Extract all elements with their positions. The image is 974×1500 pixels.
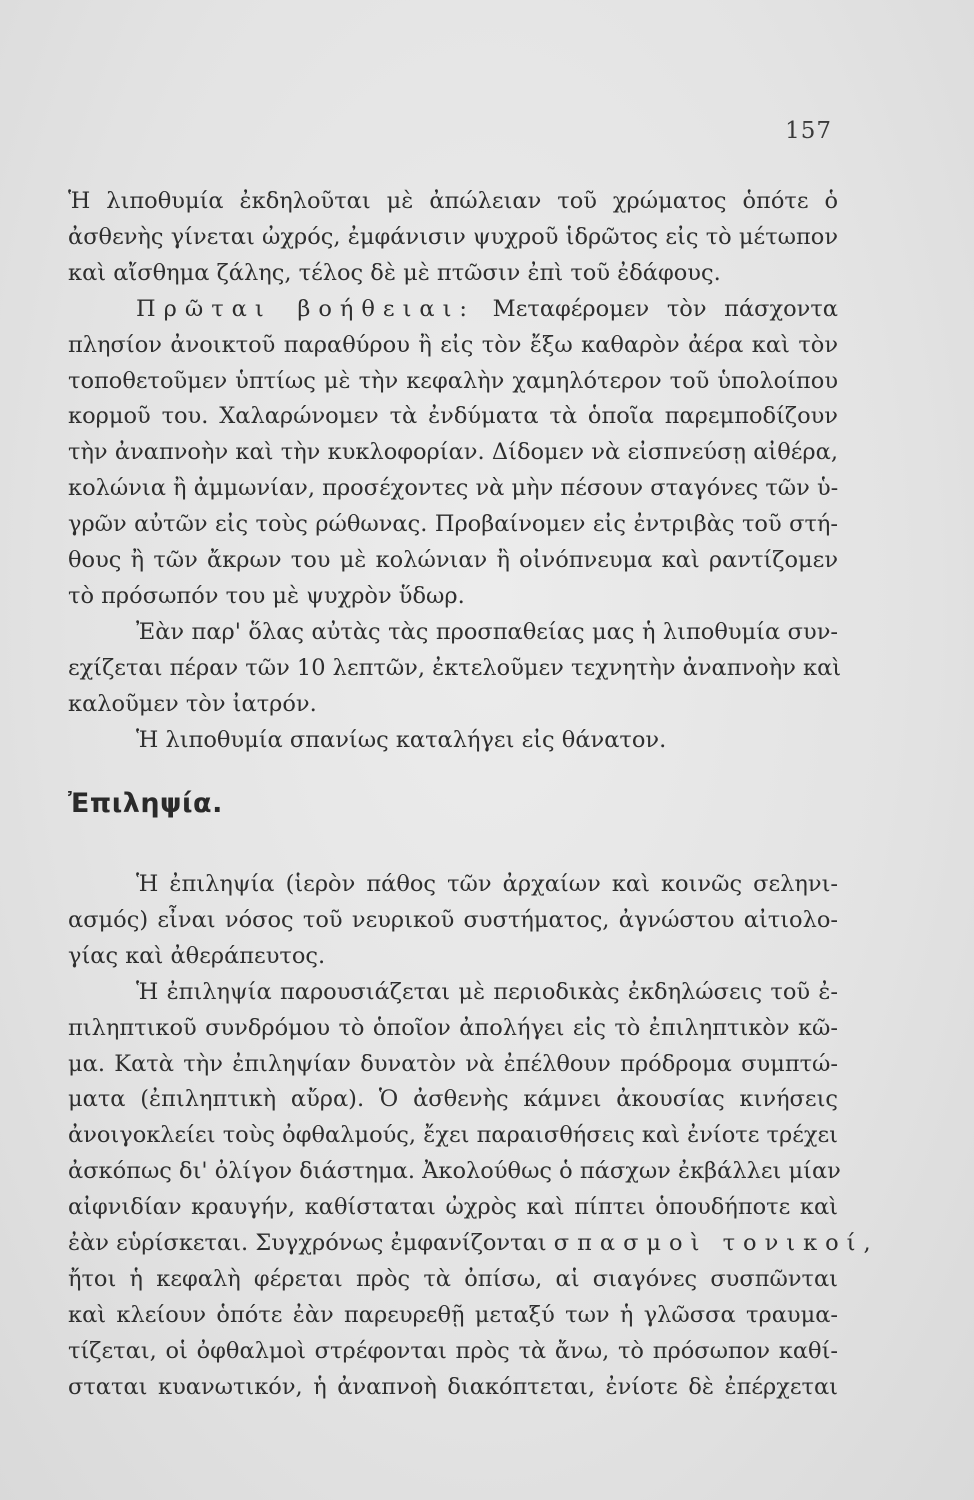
text-line: κορμοῦ του. Χαλαρώνομεν τὰ ἐνδύματα τὰ ὁποῖα παρεμποδίζουν bbox=[68, 403, 838, 430]
text-line: ἀνοιγοκλείει τοὺς ὀφθαλμούς, ἔχει παραισθήσεις καὶ ἐνίοτε τρέχει bbox=[68, 1122, 838, 1149]
text-line: εχίζεται πέραν τῶν 10 λεπτῶν, ἐκτελοῦμεν τεχνητὴν ἀναπνοὴν καὶ bbox=[68, 654, 842, 681]
text-line: τίζεται, οἱ ὀφθαλμοὶ στρέφονται πρὸς τὰ ἄνω, τὸ πρόσωπον καθί- bbox=[68, 1337, 838, 1364]
text-line-start: ἐὰν εὑρίσκεται. Συγχρόνως ἐμφανίζονται bbox=[68, 1230, 547, 1257]
text-line: Ἐὰν παρ' ὅλας αὐτὰς τὰς προσπαθείας μας ἡ λιποθυμία συν- bbox=[136, 618, 838, 645]
text-line: ματα (ἐπιληπτικὴ αὔρα). Ὁ ἀσθενὴς κάμνει ἀκουσίας κινήσεις bbox=[68, 1086, 838, 1113]
text-line: πλησίον ἀνοικτοῦ παραθύρου ἢ εἰς τὸν ἔξω καθαρὸν ἀέρα καὶ τὸν bbox=[68, 331, 838, 358]
section-heading-epilepsy: Ἐπιληψία. bbox=[68, 788, 223, 819]
text-line: ἤτοι ἡ κεφαλὴ φέρεται πρὸς τὰ ὀπίσω, αἱ σιαγόνες συσπῶνται bbox=[68, 1265, 838, 1292]
text-line: τὸ πρόσωπόν του μὲ ψυχρὸν ὕδωρ. bbox=[68, 582, 465, 609]
section-epilepsy-text bbox=[68, 867, 879, 1406]
text-line: ἀσκόπως δι' ὀλίγον διάστημα. Ἀκολούθως ὁ πάσχων ἐκβάλλει μίαν bbox=[68, 1158, 841, 1185]
text-line: καλοῦμεν τὸν ἰατρόν. bbox=[68, 690, 317, 717]
text-line: Ἡ λιποθυμία ἐκδηλοῦται μὲ ἀπώλειαν τοῦ χρώματος ὁπότε ὁ bbox=[68, 188, 838, 214]
text-line: Ἡ ἐπιληψία (ἱερὸν πάθος τῶν ἀρχαίων καὶ κοινῶς σεληνι- bbox=[136, 871, 838, 897]
text-line: τὴν ἀναπνοὴν καὶ τὴν κυκλοφορίαν. Δίδομεν νὰ εἰσπνεύσῃ αἰθέρα, bbox=[68, 439, 838, 466]
text-line: καὶ αἴσθημα ζάλης, τέλος δὲ μὲ πτῶσιν ἐπὶ τοῦ ἐδάφους. bbox=[68, 259, 721, 286]
text-line: καὶ κλείουν ὁπότε ἐὰν παρευρεθῇ μεταξύ των ἡ γλῶσσα τραυμα- bbox=[68, 1301, 838, 1328]
text-line: μα. Κατὰ τὴν ἐπιληψίαν δυνατὸν νὰ ἐπέλθουν πρόδρομα συμπτώ- bbox=[68, 1050, 838, 1077]
text-line: θους ἢ τῶν ἄκρων του μὲ κολώνιαν ἢ οἰνόπνευμα καὶ ραντίζομεν bbox=[68, 547, 838, 574]
text-line: Ἡ λιποθυμία σπανίως καταλήγει εἰς θάνατον. bbox=[136, 726, 667, 753]
text-line: αἰφνιδίαν κραυγήν, καθίσταται ὠχρὸς καὶ πίπτει ὁπουδήποτε καὶ bbox=[68, 1194, 838, 1221]
page-number: 157 bbox=[785, 118, 832, 144]
text-line: κολώνια ἢ ἀμμωνίαν, προσέχοντες νὰ μὴν πέσουν σταγόνες τῶν ὑ- bbox=[68, 475, 839, 502]
text-line: ἀσθενὴς γίνεται ὠχρός, ἐμφάνισιν ψυχροῦ ἱδρῶτος εἰς τὸ μέτωπον bbox=[68, 223, 838, 250]
text-line: ασμός) εἶναι νόσος τοῦ νευρικοῦ συστήματος, ἀγνώστου αἰτιολο- bbox=[68, 906, 838, 933]
text-line: γρῶν αὐτῶν εἰς τοὺς ρώθωνας. Προβαίνομεν εἰς ἐντριβὰς τοῦ στή- bbox=[68, 511, 838, 538]
first-aid-lead: Πρῶται βοήθειαι: bbox=[136, 295, 475, 322]
text-line bbox=[68, 292, 838, 328]
text-line: πιληπτικοῦ συνδρόμου τὸ ὁποῖον ἀπολήγει εἰς τὸ ἐπιληπτικὸν κῶ- bbox=[68, 1014, 838, 1041]
tonic-spasms-phrase: σπασμοὶ τονικοί, bbox=[553, 1230, 879, 1257]
text-line: γίας καὶ ἀθεράπευτος. bbox=[68, 942, 326, 969]
section-fainting-text bbox=[68, 184, 842, 759]
text-line: τοποθετοῦμεν ὑπτίως μὲ τὴν κεφαλὴν χαμηλότερον τοῦ ὑπολοίπου bbox=[68, 367, 838, 394]
text-line: Ἡ ἐπιληψία παρουσιάζεται μὲ περιοδικὰς ἐκδηλώσεις τοῦ ἐ- bbox=[136, 978, 838, 1005]
text-line-rest: Μεταφέρομεν τὸν πάσχοντα bbox=[492, 295, 839, 322]
text-line bbox=[68, 1226, 879, 1262]
text-line: σταται κυανωτικόν, ἡ ἀναπνοὴ διακόπτεται, ἐνίοτε δὲ ἐπέρχεται bbox=[68, 1373, 838, 1400]
